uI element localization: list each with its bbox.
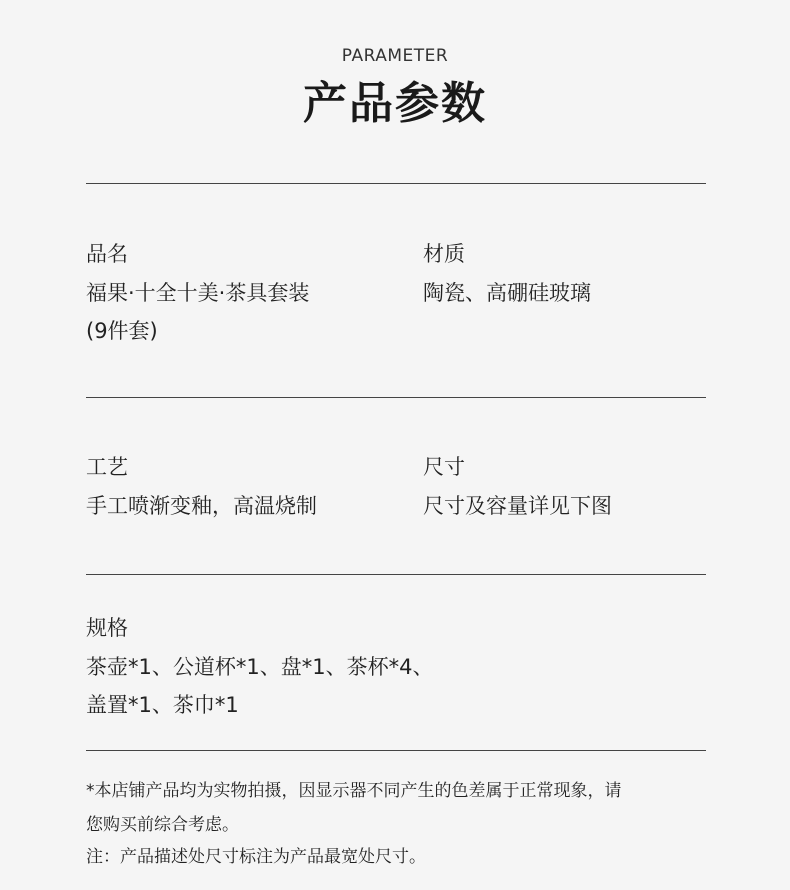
note-line-3: 注：产品描述处尺寸标注为产品最宽处尺寸。 [86, 847, 426, 867]
divider-1 [86, 397, 706, 398]
note-line-1: *本店铺产品均为实物拍摄，因显示器不同产生的色差属于正常现象，请 [86, 781, 622, 801]
param-craft-value: 手工喷渐变釉，高温烧制 [86, 494, 317, 518]
param-name-value-line1: 福果·十全十美·茶具套装 [86, 281, 310, 305]
divider-top [86, 183, 706, 184]
divider-2 [86, 574, 706, 575]
param-material-value: 陶瓷、高硼硅玻璃 [423, 281, 591, 305]
param-spec-label: 规格 [86, 616, 128, 640]
param-name-value-line2: (9件套) [86, 319, 158, 343]
param-spec-value-line2: 盖置*1、茶巾*1 [86, 693, 239, 717]
divider-3 [86, 750, 706, 751]
param-size-value: 尺寸及容量详见下图 [423, 494, 612, 518]
param-material-label: 材质 [423, 242, 465, 266]
note-line-2: 您购买前综合考虑。 [86, 815, 239, 835]
param-spec-value-line1: 茶壶*1、公道杯*1、盘*1、茶杯*4、 [86, 655, 434, 679]
page-header [0, 44, 790, 134]
param-craft-label: 工艺 [86, 455, 128, 479]
page-title: 产品参数 [303, 78, 487, 129]
param-name-label: 品名 [86, 242, 128, 266]
page-subtitle: PARAMETER [341, 46, 449, 66]
param-size-label: 尺寸 [423, 455, 465, 479]
